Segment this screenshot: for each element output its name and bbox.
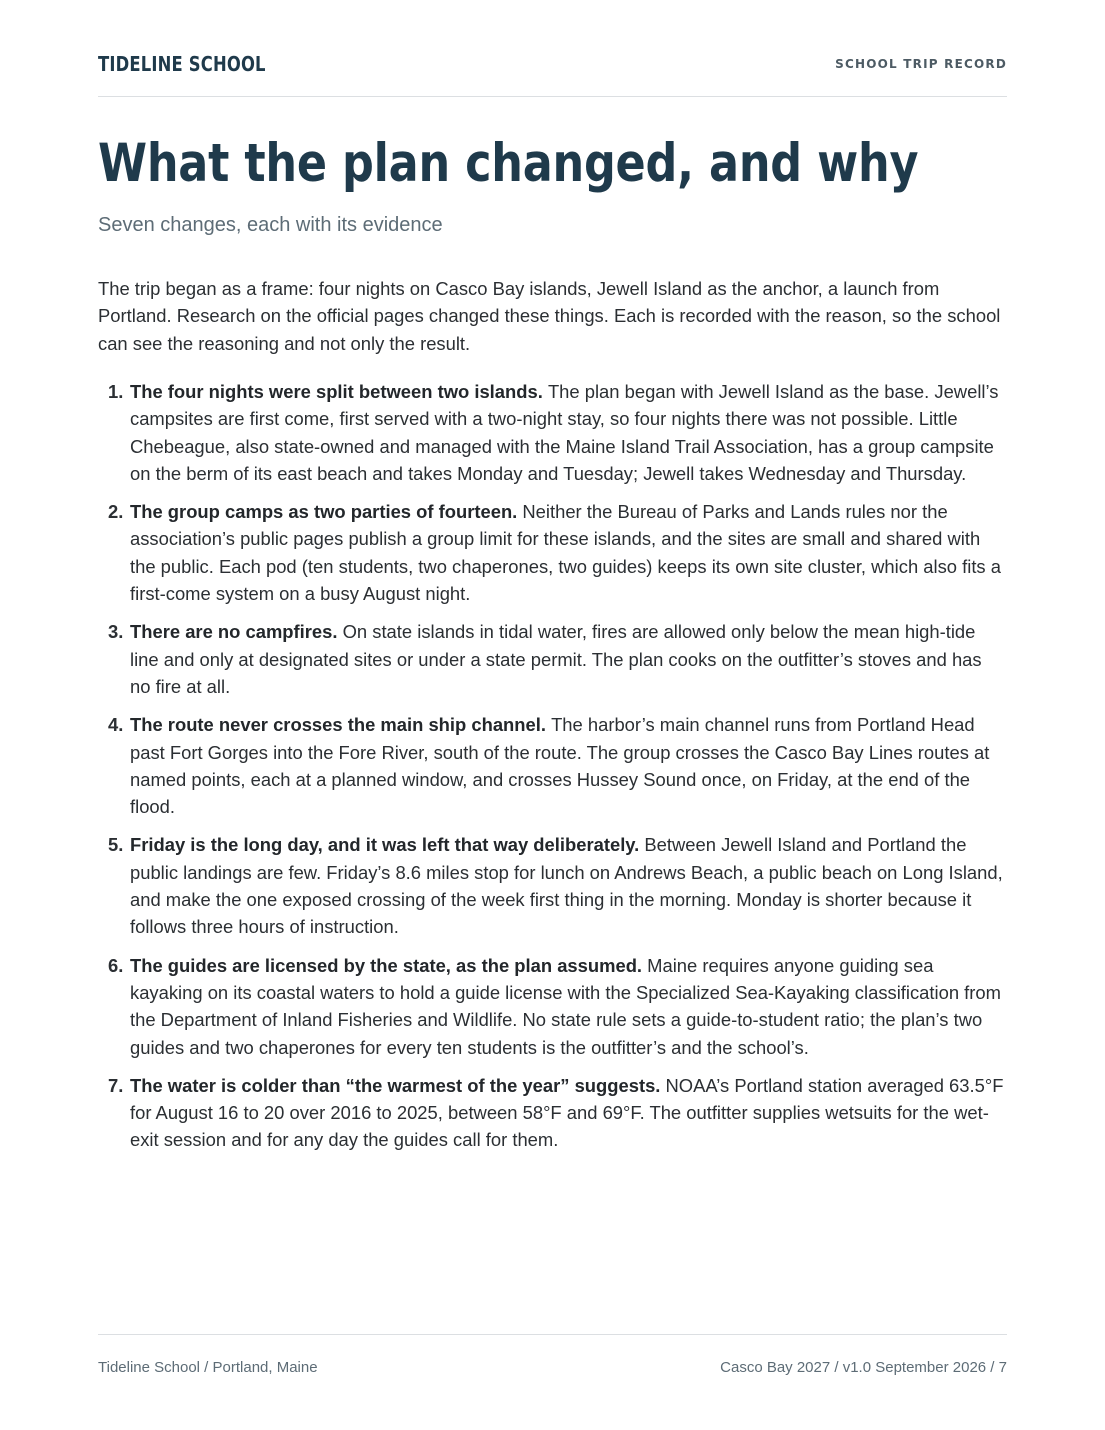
change-body: On state islands in tidal water, fires are allowed only below the mean high-tide line and only at designated sites or under a state permit. The plan cooks on the outfitter’s stoves and has no fire at all.: [130, 621, 982, 697]
changes-list: [98, 378, 1007, 1165]
change-item: [98, 831, 1007, 940]
change-item: [98, 711, 1007, 820]
change-item: [98, 498, 1007, 607]
change-item: [98, 378, 1007, 487]
change-item: [98, 1072, 1007, 1154]
change-lead: The guides are licensed by the state, as the plan assumed.: [130, 954, 648, 976]
page-footer: [98, 1334, 1007, 1376]
page-subtitle: Seven changes, each with its evidence: [98, 214, 443, 236]
change-lead: The route never crosses the main ship channel.: [130, 714, 552, 736]
footer-document-info: Casco Bay 2027 / v1.0 September 2026 / 7: [720, 1359, 1007, 1376]
change-number: 6.: [108, 954, 124, 976]
change-body: Between Jewell Island and Portland the public landings are few. Friday’s 8.6 miles stop for lunch on Andrews Beach, a public beach on Long Island, and make the one exposed crossing of the week first thing in the morning. Monday is shorter because it follows three hours of instruction.: [130, 834, 1003, 938]
change-number: 2.: [108, 501, 124, 523]
change-number: 3.: [108, 621, 124, 643]
change-body: NOAA’s Portland station averaged 63.5°F for August 16 to 20 over 2016 to 2025, between 58°F and 69°F. The outfitter supplies wetsuits for the wet-exit session and for any day the guides call for them.: [130, 1074, 1004, 1151]
footer-school-location: Tideline School / Portland, Maine: [98, 1359, 318, 1376]
intro-paragraph: The trip began as a frame: four nights on Casco Bay islands, Jewell Island as the anchor, a launch from Portland. Research on the official pages changed these things. Each is recorded with the reason, so the school can see the reasoning and not only the result.: [98, 278, 1001, 354]
change-lead: There are no campfires.: [130, 621, 343, 643]
change-body: Neither the Bureau of Parks and Lands rules nor the association’s public pages publish a group limit for these islands, and the sites are small and shared with the public. Each pod (ten students, two chaperones, two guides) keeps its own site cluster, which also fits a first-come system on a busy August night.: [130, 501, 1001, 605]
change-item: [98, 618, 1007, 700]
change-body: Maine requires anyone guiding sea kayaking on its coastal waters to hold a guide license with the Specialized Sea-Kayaking classification from the Department of Inland Fisheries and Wildlife. No state rule sets a guide-to-student ratio; the plan’s two guides and two chaperones for every ten students is the outfitter’s and the school’s.: [130, 954, 1001, 1058]
change-item: [98, 952, 1007, 1061]
change-lead: The group camps as two parties of fourteen.: [130, 501, 523, 523]
page-title: What the plan changed, and why: [98, 133, 919, 194]
change-number: 7.: [108, 1074, 124, 1096]
change-number: 4.: [108, 714, 124, 736]
page-header: [98, 52, 1007, 97]
change-lead: Friday is the long day, and it was left that way deliberately.: [130, 834, 645, 856]
change-lead: The four nights were split between two islands.: [130, 381, 548, 402]
change-body: The harbor’s main channel runs from Portland Head past Fort Gorges into the Fore River, south of the route. The group crosses the Casco Bay Lines routes at named points, each at a planned window, and crosses Hussey Sound once, on Friday, at the end of the flood.: [130, 714, 990, 818]
change-number: 1.: [108, 381, 124, 402]
change-lead: The water is colder than “the warmest of the year” suggests.: [130, 1074, 666, 1096]
school-name: TIDELINE SCHOOL: [98, 52, 266, 76]
record-label: SCHOOL TRIP RECORD: [835, 57, 1007, 71]
document-page: [98, 0, 1007, 1430]
change-number: 5.: [108, 834, 124, 856]
change-body: The plan began with Jewell Island as the base. Jewell’s campsites are first come, first served with a two-night stay, so four nights there was not possible. Little Chebeague, also state-owned and managed with the Maine Island Trail Association, has a group campsite on the berm of its east beach and takes Monday and Tuesday; Jewell takes Wednesday and Thursday.: [130, 381, 999, 484]
